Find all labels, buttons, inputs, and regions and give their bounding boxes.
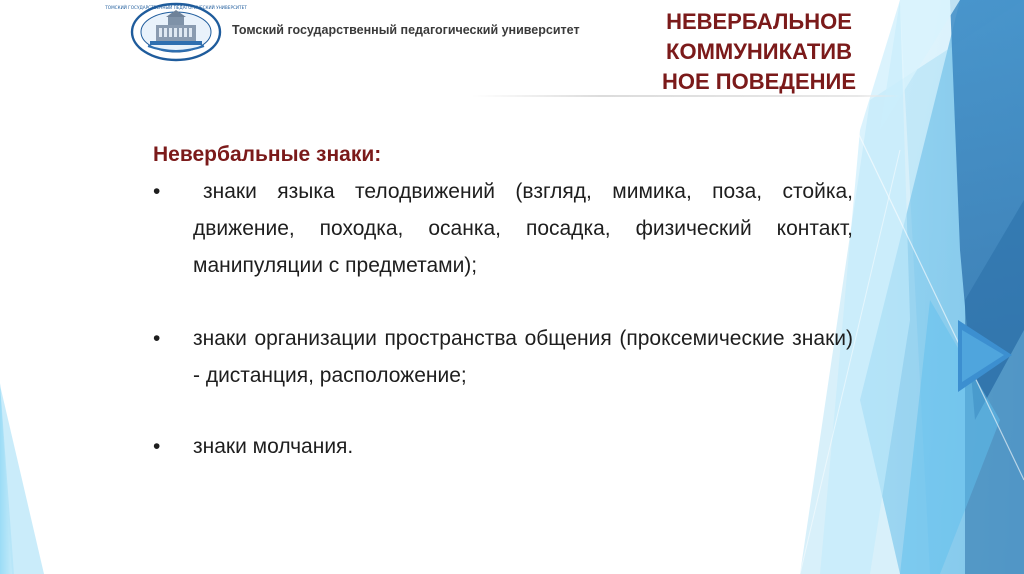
- university-seal-icon: [105, 2, 247, 62]
- bullet-item-body-language: [153, 173, 853, 284]
- bullet-text: знаки языка телодвижений (взгляд, мимика, поза, стойка, движение, походка, осанка, посадка, физический контакт, манипуляции с предметами);: [193, 180, 853, 277]
- bullet-text: знаки молчания.: [193, 435, 354, 458]
- bullet-marker: •: [153, 180, 161, 203]
- bullet-item-proxemics: [153, 320, 853, 394]
- university-logo: [105, 2, 247, 62]
- title-divider: [472, 95, 900, 97]
- slide-body: [153, 137, 853, 465]
- section-heading: Невербальные знаки:: [153, 143, 382, 166]
- title-line-3: НОЕ ПОВЕДЕНИЕ: [662, 69, 856, 94]
- bullet-item-silence: [153, 428, 853, 465]
- bullet-marker: •: [153, 435, 161, 458]
- university-name: Томский государственный педагогический университет: [232, 23, 580, 37]
- bullet-marker: •: [153, 327, 161, 350]
- title-line-1: НЕВЕРБАЛЬНОЕ: [666, 9, 852, 34]
- bullet-text: знаки организации пространства общения (проксемические знаки) - дистанция, расположение;: [193, 327, 853, 387]
- title-line-2: КОММУНИКАТИВ: [666, 39, 852, 64]
- slide-title: [624, 7, 894, 97]
- seal-ring-text: ТОМСКИЙ ГОСУДАРСТВЕННЫЙ ПЕДАГОГИЧЕСКИЙ УНИВЕРСИТЕТ: [105, 5, 247, 10]
